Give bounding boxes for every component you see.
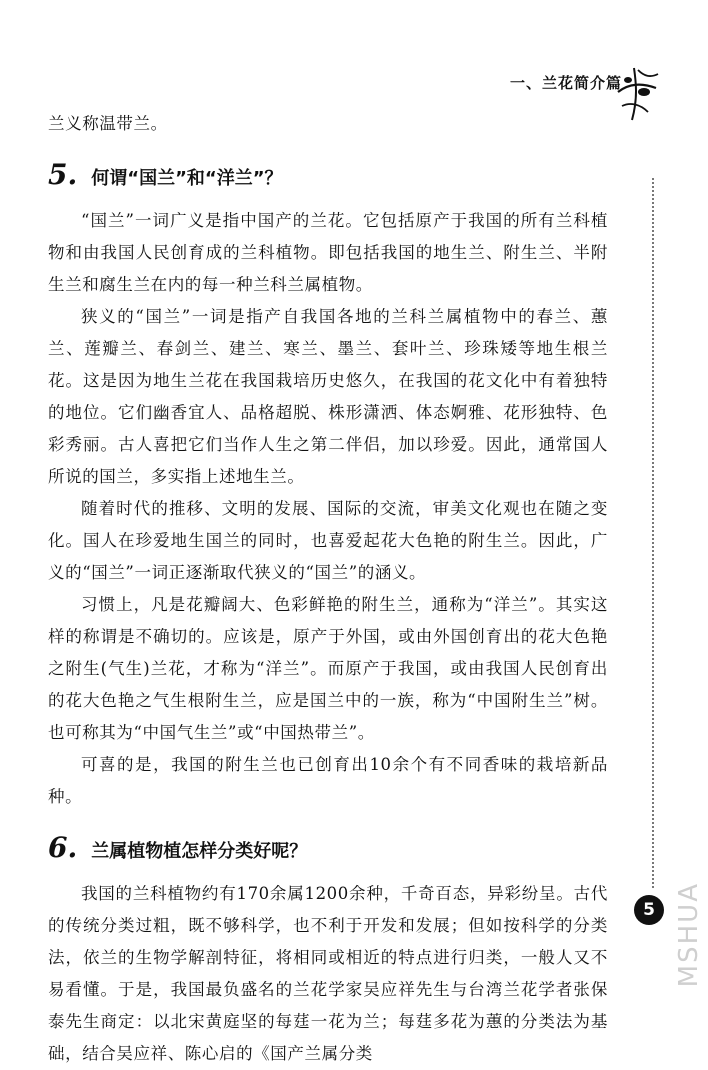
margin-dotted-line — [652, 178, 654, 888]
orchid-icon — [614, 62, 660, 124]
section-title: 兰属植物植怎样分类好呢？ — [91, 841, 308, 862]
continuation-text: 兰义称温带兰。 — [48, 114, 168, 133]
section-heading-6 — [48, 831, 608, 864]
paragraph: 习惯上，凡是花瓣阔大、色彩鲜艳的附生兰，通称为“洋兰”。其实这样的称谓是不确切的。应该是，原产于外国，或由外国创育出的花大色艳之附生(气生)兰花，才称为“洋兰”。而原产于我国，或由我国人民创育出的花大色艳之气生根附生兰，应是国兰中的一族，称为“中国附生兰”树。也可称其为“中国气生兰”或“中国热带兰”。 — [48, 595, 608, 742]
paragraph: 狭义的“国兰”一词是指产自我国各地的兰科兰属植物中的春兰、蕙兰、莲瓣兰、春剑兰、建兰、寒兰、墨兰、套叶兰、珍珠矮等地生根兰花。这是因为地生兰花在我国栽培历史悠久，在我国的花文化中有着独特的地位。它们幽香宜人、品格超脱、株形潇洒、体态婀雅、花形独特、色彩秀丽。古人喜把它们当作人生之第二伴侣，加以珍爱。因此，通常国人所说的国兰，多实指上述地生兰。 — [48, 307, 608, 486]
paragraph: “国兰”一词广义是指中国产的兰花。它包括原产于我国的所有兰科植物和由我国人民创育成的兰科植物。即包括我国的地生兰、附生兰、半附生兰和腐生兰在内的每一种兰科兰属植物。 — [48, 211, 608, 294]
paragraph: 我国的兰科植物约有170余属1200余种，千奇百态，异彩纷呈。古代的传统分类过粗，既不够科学，也不利于开发和发展；但如按科学的分类法，依兰的生物学解剖特征，将相同或相近的特点进行归类，一般人又不易看懂。于是，我国最负盛名的兰花学家吴应祥先生与台湾兰花学者张保泰先生商定：以北宋黄庭坚的每莛一花为兰；每莛多花为蕙的分类法为基础，结合吴应祥、陈心启的《国产兰属分类 — [48, 884, 608, 1063]
section-number: 6. — [48, 831, 78, 864]
section-number: 5. — [48, 158, 78, 191]
running-header: 一、兰花简介篇 — [509, 74, 622, 92]
section-title: 何谓“国兰”和“洋兰”？ — [91, 168, 283, 189]
paragraph: 可喜的是，我国的附生兰也已创育出10余个有不同香味的栽培新品种。 — [48, 755, 608, 806]
paragraph: 随着时代的推移、文明的发展、国际的交流，审美文化观也在随之变化。国人在珍爱地生国兰的同时，也喜爱起花大色艳的附生兰。因此，广义的“国兰”一词正逐渐取代狭义的“国兰”的涵义。 — [48, 499, 608, 582]
page-number: 5 — [634, 895, 664, 925]
watermark: MSHUA — [674, 881, 704, 987]
page-content — [48, 108, 608, 1070]
section-heading-5 — [48, 158, 608, 191]
